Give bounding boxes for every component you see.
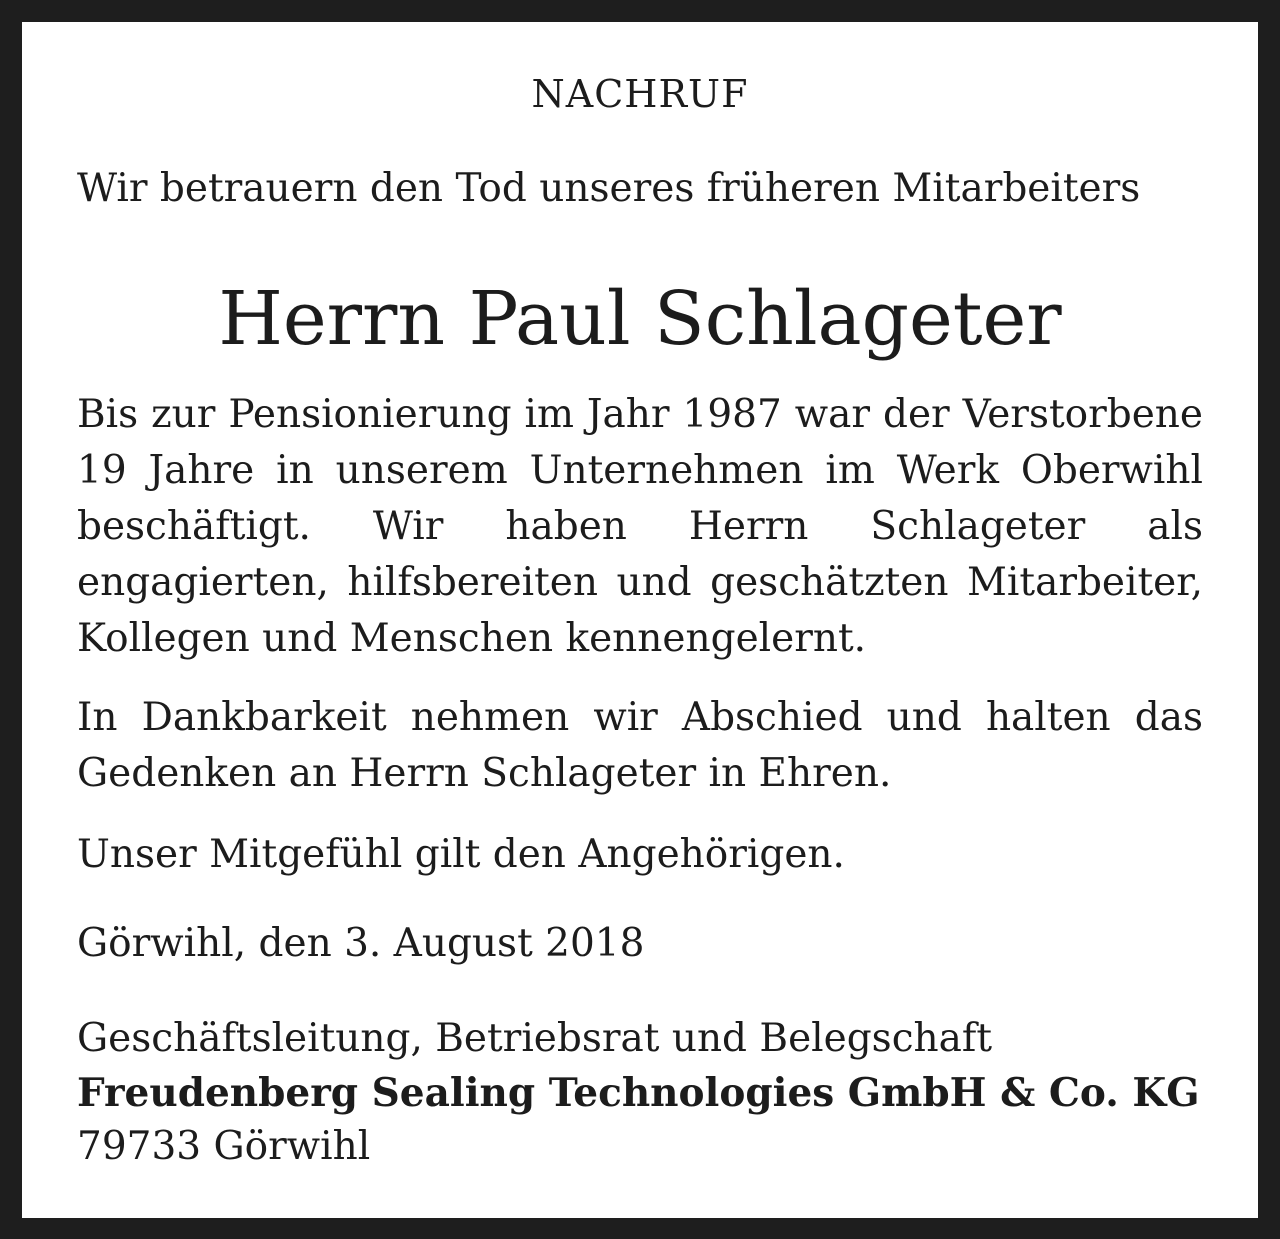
notice-heading: NACHRUF [531, 72, 749, 116]
place-date: Görwihl, den 3. August 2018 [77, 921, 645, 966]
deceased-name: Herrn Paul Schlageter [218, 276, 1062, 362]
company-name: Freudenberg Sealing Technologies GmbH & Co. KG [77, 1070, 1200, 1116]
farewell-paragraph: In Dankbarkeit nehmen wir Abschied und halten das Gedenken an Herrn Schlageter in Ehren. [77, 695, 1203, 796]
intro-line: Wir betrauern den Tod unseres früheren Mitarbeiters [77, 166, 1141, 211]
signature-block [77, 1012, 1200, 1174]
company-address: 79733 Görwihl [77, 1124, 371, 1169]
career-paragraph: Bis zur Pensionierung im Jahr 1987 war der Verstorbene 19 Jahre in unserem Unternehmen im Werk Oberwihl beschäftigt. Wir haben Herrn Schlageter als engagierten, hilfsbereiten und geschätzten Mitarbeiter, Kollegen und Menschen kennengelernt. [77, 392, 1203, 661]
signature-line: Geschäftsleitung, Betriebsrat und Belegschaft [77, 1016, 993, 1061]
condolence-paragraph: Unser Mitgefühl gilt den Angehörigen. [77, 832, 845, 877]
obituary-notice [22, 22, 1258, 1218]
